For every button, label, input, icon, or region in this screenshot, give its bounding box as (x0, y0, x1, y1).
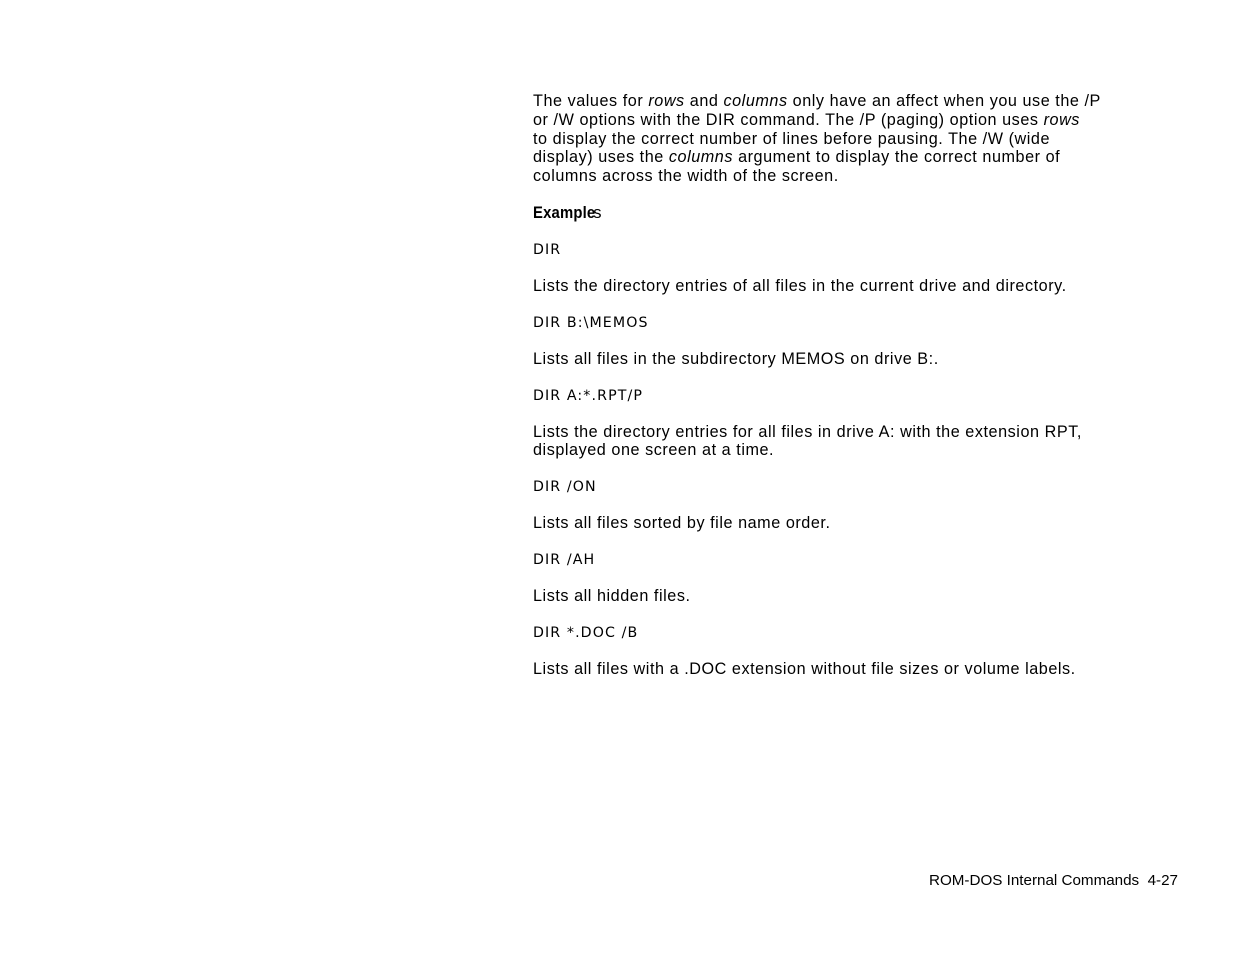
example-description-line: Lists all files in the subdirectory MEMOS on drive B:. (533, 349, 939, 368)
intro-text: argument to display the correct number of (733, 148, 1061, 167)
spacer (533, 533, 1183, 551)
example-description-line: Lists all files sorted by file name order. (533, 514, 831, 533)
example-description-line: displayed one screen at a time. (533, 441, 775, 460)
intro-text: display) uses the (533, 148, 669, 167)
example-description (533, 660, 1183, 679)
intro-text: columns across the width of the screen. (533, 167, 839, 186)
examples-heading-bold: Example (533, 203, 596, 222)
rows-term: rows (648, 92, 685, 110)
intro-text: or /W options with the DIR command. The /P (paging) option uses (533, 110, 1044, 129)
spacer (533, 606, 1183, 624)
examples-list (533, 241, 1183, 679)
example-item (533, 314, 1183, 387)
spacer (533, 642, 1183, 660)
example-command: DIR (533, 241, 562, 258)
spacer (533, 186, 1183, 203)
intro-paragraph (533, 92, 1183, 186)
page-footer: ROM-DOS Internal Commands 4-27 (929, 872, 1178, 889)
columns-term: columns (723, 92, 788, 110)
example-command: DIR A:*.RPT/P (533, 387, 644, 404)
spacer (533, 296, 1183, 314)
example-command: DIR B:\MEMOS (533, 314, 649, 331)
example-item (533, 624, 1183, 679)
page-content (533, 92, 1183, 679)
spacer (533, 460, 1183, 478)
intro-text: only have an affect when you use the /P (787, 92, 1101, 110)
example-item (533, 387, 1183, 479)
example-command: DIR /ON (533, 479, 597, 496)
spacer (533, 369, 1183, 387)
example-item (533, 478, 1183, 551)
example-item (533, 551, 1183, 624)
intro-text: to display the correct number of lines before pausing. The /W (wide (533, 129, 1051, 148)
example-item (533, 241, 1183, 314)
example-description (533, 277, 1183, 296)
examples-heading-rest: s (593, 203, 602, 222)
examples-heading (533, 203, 1183, 223)
spacer (533, 496, 1183, 514)
example-description (533, 587, 1183, 606)
example-description-line: Lists the directory entries of all files in the current drive and directory. (533, 276, 1067, 295)
example-command: DIR /AH (533, 551, 596, 568)
example-description (533, 350, 1183, 369)
spacer (533, 332, 1183, 350)
intro-text: and (684, 92, 724, 110)
example-description-line: Lists the directory entries for all files in drive A: with the extension RPT, (533, 422, 1082, 441)
example-description (533, 514, 1183, 533)
spacer (533, 259, 1183, 277)
spacer (533, 405, 1183, 423)
example-command: DIR *.DOC /B (533, 624, 639, 641)
rows-term: rows (1043, 110, 1080, 129)
example-description-line: Lists all files with a .DOC extension without file sizes or volume labels. (533, 659, 1076, 678)
example-description-line: Lists all hidden files. (533, 586, 691, 605)
example-description (533, 423, 1183, 461)
spacer (533, 223, 1183, 241)
spacer (533, 569, 1183, 587)
columns-term: columns (668, 148, 734, 167)
intro-text: The values for (533, 92, 649, 110)
